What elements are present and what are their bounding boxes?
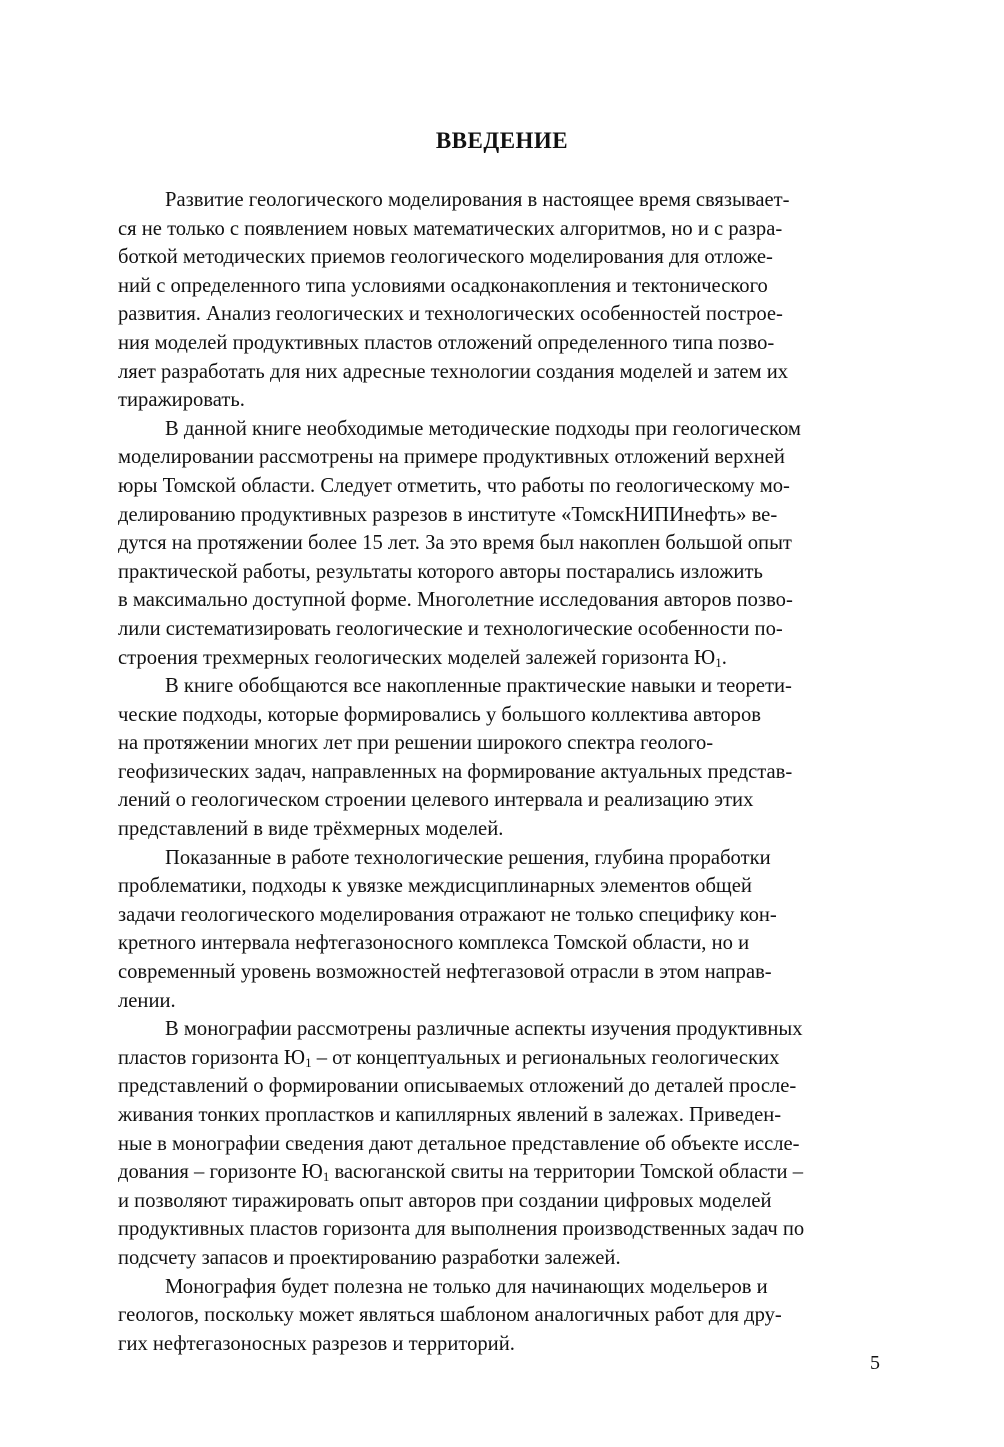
text-line: ные в монографии сведения дают детальное представление об объекте иссле- [118, 1132, 800, 1155]
text-line: моделировании рассмотрены на примере продуктивных отложений верхней [118, 446, 785, 469]
paragraph [118, 186, 886, 415]
paragraph [118, 844, 886, 1016]
subscript: 1 [322, 1169, 330, 1185]
text-line: проблематики, подходы к увязке междисциплинарных элементов общей [118, 875, 752, 898]
text-line: задачи геологического моделирования отражают не только специфику кон- [118, 903, 777, 926]
text-line: Показанные в работе технологические решения, глубина проработки [165, 846, 771, 869]
subscript: 1 [715, 654, 722, 670]
text-segment: васюганской свиты на территории Томской области – [329, 1161, 804, 1184]
text-line: боткой методических приемов геологического моделирования для отложе- [118, 246, 773, 269]
text-line: В монографии рассмотрены различные аспекты изучения продуктивных [165, 1018, 803, 1041]
text-line: тиражировать. [118, 389, 245, 412]
text-segment: . [721, 646, 727, 669]
paragraph [118, 1015, 886, 1272]
text-line: В книге обобщаются все накопленные практические навыки и теорети- [165, 675, 792, 698]
text-line: и позволяют тиражировать опыт авторов при создании цифровых моделей [118, 1189, 772, 1212]
text-line: подсчету запасов и проектированию разработки залежей. [118, 1246, 621, 1269]
text-line: лили систематизировать геологические и технологические особенности по- [118, 617, 783, 640]
paragraph [118, 672, 886, 844]
text-line: представлений о формировании описываемых отложений до деталей просле- [118, 1075, 797, 1098]
text-segment: – от концептуальных и региональных геологических [311, 1046, 780, 1069]
text-line: в максимально доступной форме. Многолетние исследования авторов позво- [118, 589, 793, 612]
text-segment: пластов горизонта Ю [118, 1046, 306, 1069]
text-line: геологов, поскольку может являться шаблоном аналогичных работ для дру- [118, 1304, 782, 1327]
subscript: 1 [305, 1054, 312, 1070]
text-line: гих нефтегазоносных разрезов и территорий. [118, 1332, 515, 1355]
text-line: В данной книге необходимые методические подходы при геологическом [165, 417, 801, 440]
text-line: лений о геологическом строении целевого интервала и реализацию этих [118, 789, 754, 812]
body-text [118, 186, 886, 1358]
paragraph [118, 415, 886, 672]
text-line: современный уровень возможностей нефтегазовой отрасли в этом направ- [118, 961, 772, 984]
text-line: дутся на протяжении более 15 лет. За это время был накоплен большой опыт [118, 532, 792, 555]
text-line [118, 644, 886, 673]
text-line: развития. Анализ геологических и технологических особенностей построе- [118, 303, 783, 326]
text-line [118, 1044, 886, 1073]
text-line: Монография будет полезна не только для начинающих модельеров и [165, 1275, 768, 1298]
text-line: практической работы, результаты которого авторы постарались изложить [118, 560, 763, 583]
text-line: Развитие геологического моделирования в настоящее время связывает- [165, 189, 790, 211]
text-line [118, 1158, 886, 1187]
text-line: делированию продуктивных разрезов в институте «ТомскНИПИнефть» ве- [118, 503, 778, 526]
text-line: ния моделей продуктивных пластов отложений определенного типа позво- [118, 331, 775, 354]
text-segment: дования – горизонте Ю [118, 1161, 323, 1184]
section-heading: ВВЕДЕНИЕ [435, 128, 569, 153]
text-line: представлений в виде трёхмерных моделей. [118, 818, 504, 841]
text-line: на протяжении многих лет при решении широкого спектра геолого- [118, 732, 714, 755]
text-line: живания тонких пропластков и капиллярных явлений в залежах. Приведен- [118, 1104, 782, 1126]
text-line: геофизических задач, направленных на формирование актуальных представ- [118, 760, 793, 783]
text-line: ся не только с появлением новых математических алгоритмов, но и с разра- [118, 217, 783, 240]
paragraph [118, 1273, 886, 1359]
text-segment: строения трехмерных геологических моделей залежей горизонта Ю [118, 646, 716, 669]
text-line: кретного интервала нефтегазоносного комплекса Томской области, но и [118, 932, 750, 955]
text-line: ляет разработать для них адресные технологии создания моделей и затем их [118, 360, 789, 383]
text-line: продуктивных пластов горизонта для выполнения производственных задач по [118, 1218, 805, 1241]
text-line: лении. [118, 989, 176, 1012]
page-number: 5 [870, 1352, 880, 1374]
text-line: юры Томской области. Следует отметить, что работы по геологическому мо- [118, 474, 790, 497]
text-line: ческие подходы, которые формировались у большого коллектива авторов [118, 703, 761, 726]
text-line: ний с определенного типа условиями осадконакопления и тектонического [118, 274, 768, 297]
